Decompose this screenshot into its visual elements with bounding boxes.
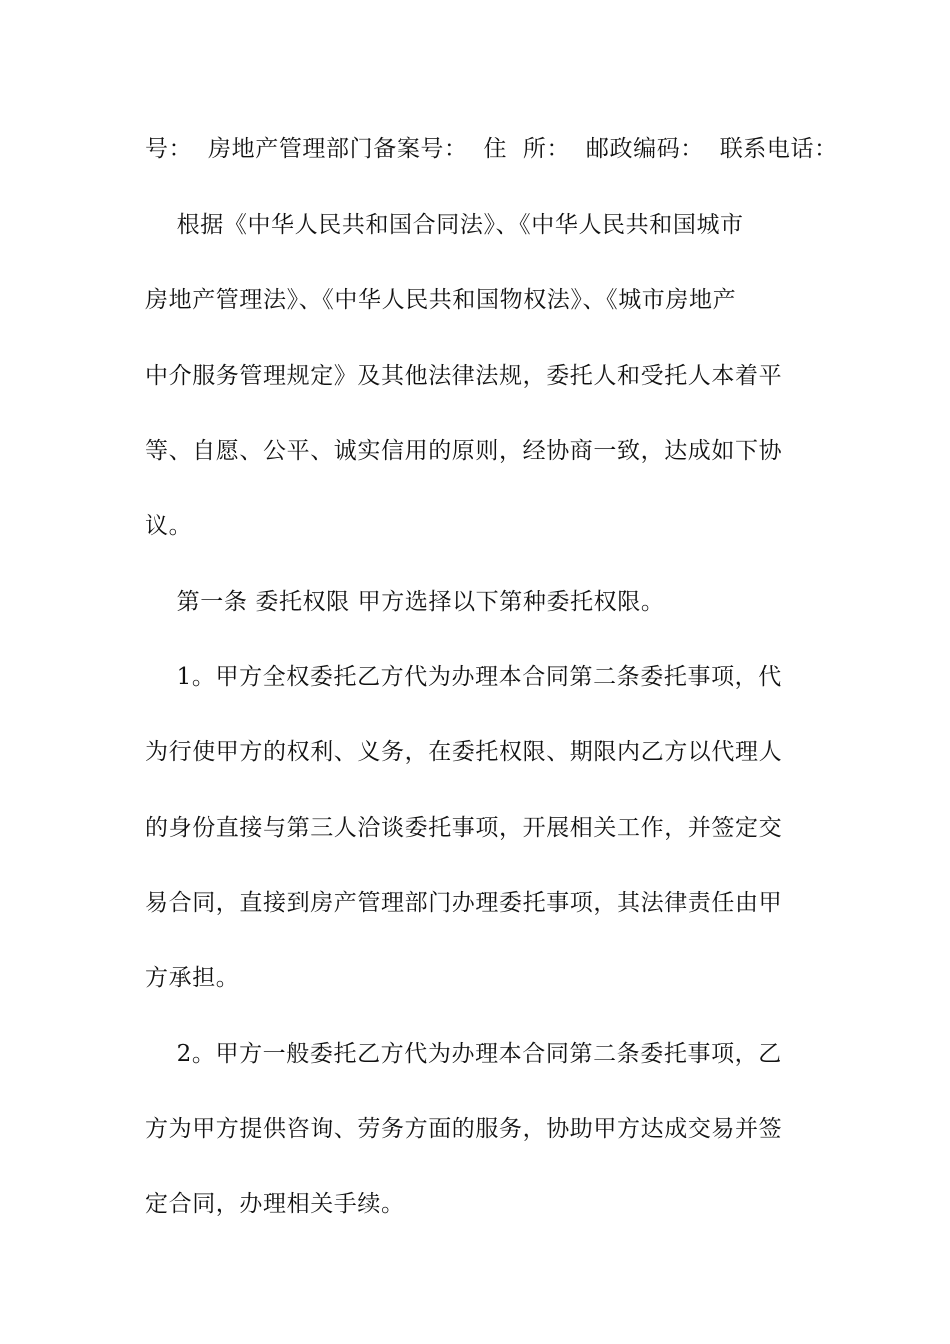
text-line-14: 方为甲方提供咨询、劳务方面的服务，协助甲方达成交易并签: [145, 1116, 783, 1142]
text-line-7: 第一条 委托权限 甲方选择以下第种委托权限。: [145, 589, 665, 615]
text-line-5: 等、自愿、公平、诚实信用的原则，经协商一致，达成如下协: [145, 438, 783, 464]
text-line-15: 定合同，办理相关手续。: [145, 1191, 405, 1217]
text-line-2: 根据《中华人民共和国合同法》、《中华人民共和国城市: [145, 212, 744, 238]
text-line-11: 易合同，直接到房产管理部门办理委托事项，其法律责任由甲: [145, 890, 783, 916]
text-line-8: 1。甲方全权委托乙方代为办理本合同第二条委托事项，代: [145, 664, 782, 690]
text-line-1: 号： 房地产管理部门备案号： 住 所： 邮政编码： 联系电话：: [145, 136, 838, 162]
text-line-3: 房地产管理法》、《中华人民共和国物权法》、《城市房地产: [145, 287, 737, 313]
text-line-6: 议。: [145, 513, 193, 539]
text-line-4: 中介服务管理规定》及其他法律法规，委托人和受托人本着平: [145, 363, 783, 389]
text-line-13: 2。甲方一般委托乙方代为办理本合同第二条委托事项，乙: [145, 1041, 782, 1067]
text-line-10: 的身份直接与第三人洽谈委托事项，开展相关工作，并签定交: [145, 815, 783, 841]
text-line-9: 为行使甲方的权利、义务，在委托权限、期限内乙方以代理人: [145, 739, 783, 765]
text-line-12: 方承担。: [145, 965, 240, 991]
